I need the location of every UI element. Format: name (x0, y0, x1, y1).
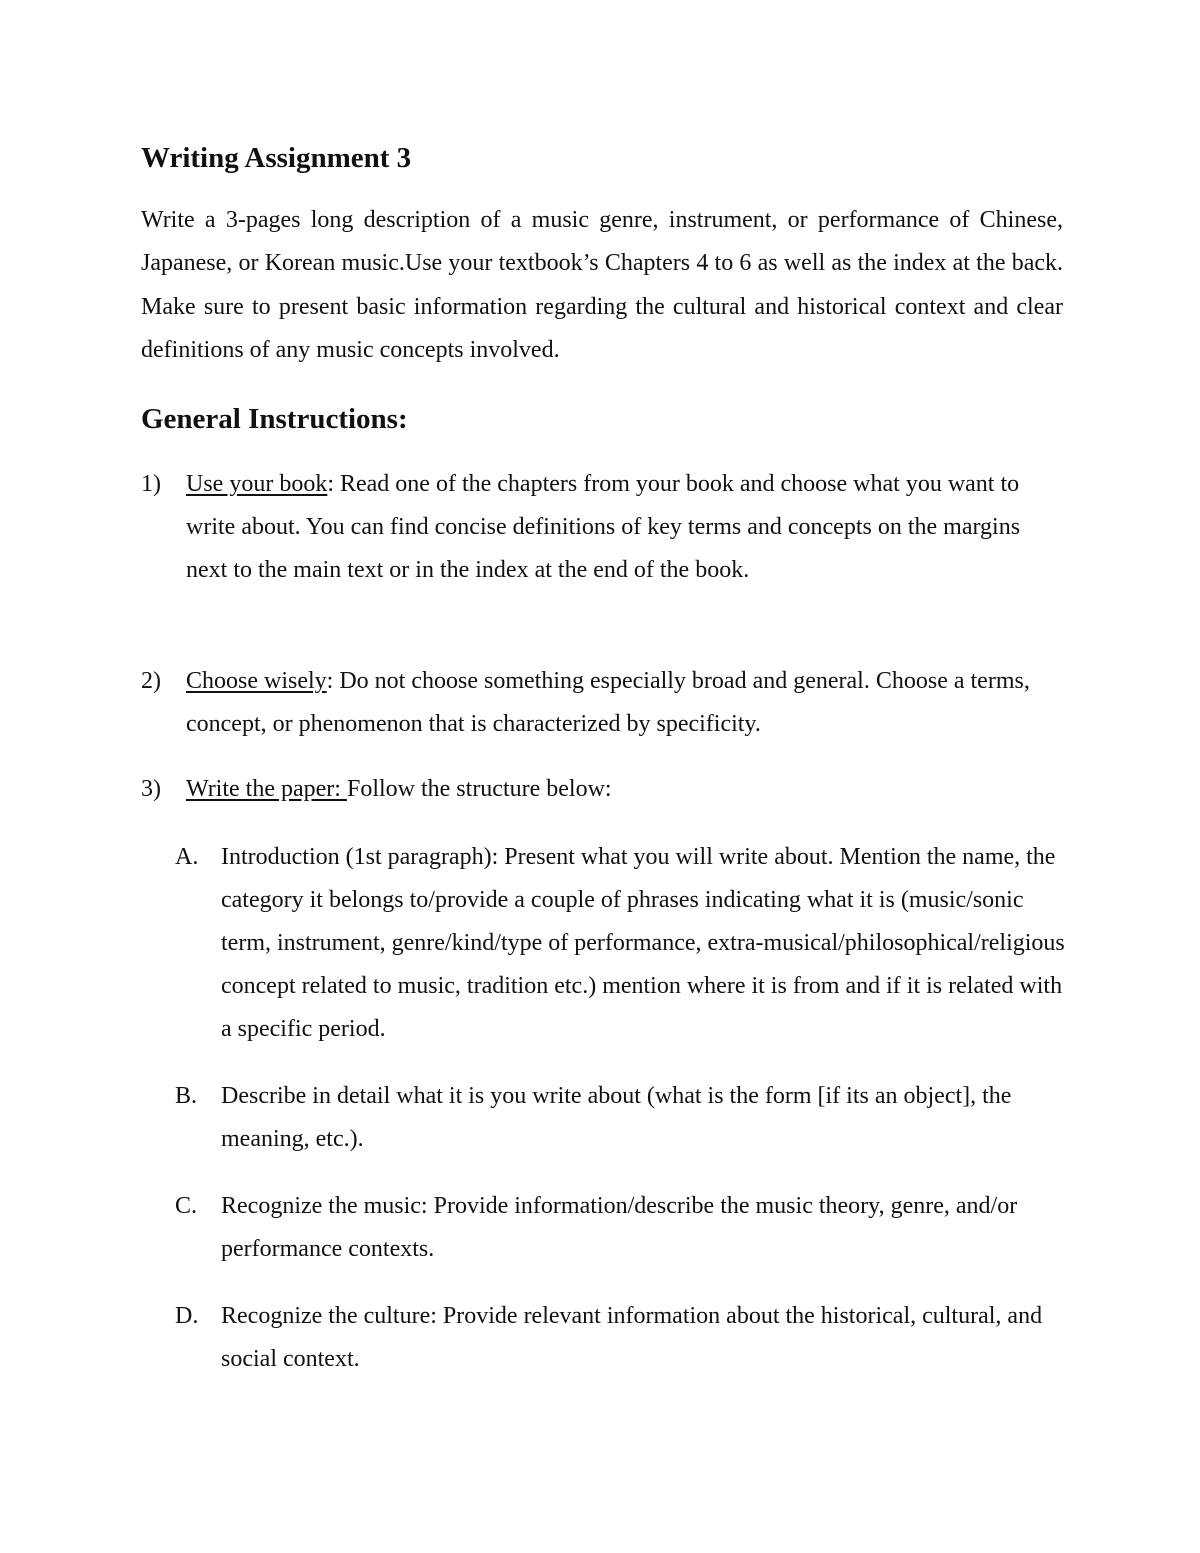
instruction-item-2 (141, 660, 1066, 746)
instruction-number: 3) (141, 776, 161, 802)
structure-text: Recognize the culture: Provide relevant information about the historical, cultural, and social context. (221, 1303, 1043, 1372)
instruction-number: 2) (141, 668, 161, 694)
structure-text: Introduction (1st paragraph): Present what you will write about. Mention the name, the category it belongs to/provide a couple of phrases indicating what it is (music/sonic term, instrument, genre/kind/type of performance, extra-musical/philosophical/religious concept related to music, tradition etc.) mention where it is from and if it is related with a specific period. (221, 844, 1065, 1042)
structure-letter: D. (175, 1303, 199, 1329)
structure-item-c (175, 1185, 1065, 1271)
instruction-label: Write the paper: (186, 776, 347, 802)
instruction-number: 1) (141, 471, 161, 497)
instruction-text: : Do not choose something especially broad and general. Choose a terms, concept, or phenomenon that is characterized by specificity. (186, 668, 1030, 737)
instruction-body (186, 463, 1066, 592)
general-instructions-heading: General Instructions: (141, 403, 408, 435)
instruction-label: Use your book (186, 471, 328, 497)
structure-text: Recognize the music: Provide information/describe the music theory, genre, and/or performance contexts. (221, 1193, 1018, 1262)
instruction-body (186, 768, 1066, 811)
structure-item-d (175, 1295, 1065, 1381)
assignment-description: Write a 3-pages long description of a music genre, instrument, or performance of Chinese, Japanese, or Korean music.Use your textbook’s Chapters 4 to 6 as well as the index at the back. Make sure to present basic information regarding the cultural and historical context and clear definitions of any music concepts involved. (141, 207, 1063, 363)
structure-letter: B. (175, 1083, 198, 1109)
structure-item-b (175, 1075, 1065, 1161)
structure-letter: C. (175, 1193, 198, 1219)
instruction-text: Follow the structure below: (346, 776, 612, 802)
structure-text: Describe in detail what it is you write about (what is the form [if its an object], the meaning, etc.). (221, 1083, 1012, 1152)
instruction-label: Choose wisely (186, 668, 327, 694)
instruction-text: : Read one of the chapters from your book and choose what you want to write about. You can find concise definitions of key terms and concepts on the margins next to the main text or in the index at the end of the book. (186, 471, 1021, 583)
instruction-item-1 (141, 463, 1066, 592)
instruction-body (186, 660, 1066, 746)
structure-item-a (175, 836, 1065, 1051)
instruction-item-3 (141, 768, 1066, 811)
structure-letter: A. (175, 844, 199, 870)
page-title: Writing Assignment 3 (141, 142, 412, 174)
